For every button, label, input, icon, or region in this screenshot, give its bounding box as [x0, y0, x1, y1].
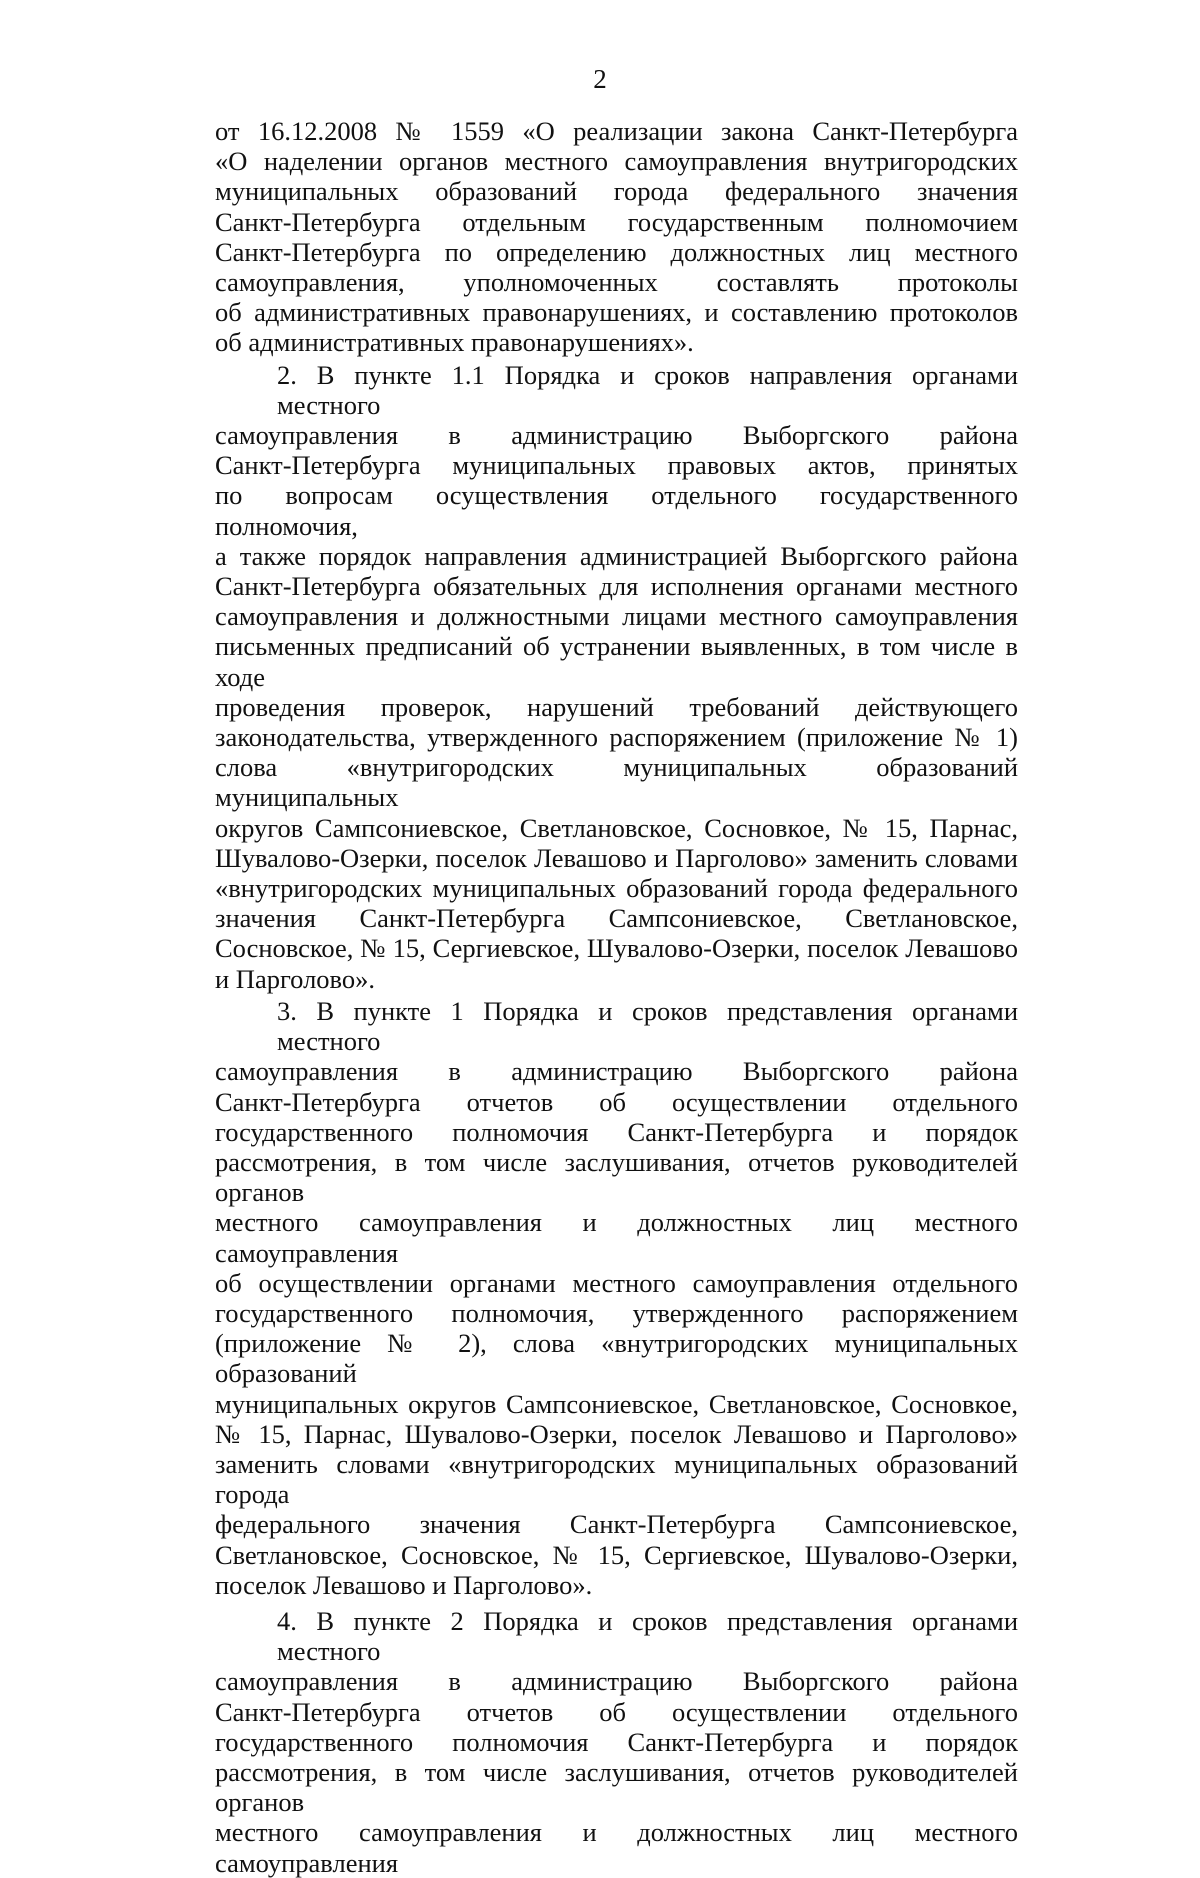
text-line: самоуправления в администрацию Выборгского района: [215, 1666, 1018, 1697]
text-line: «внутригородских муниципальных образований города федерального: [215, 873, 1018, 904]
text-line: Санкт-Петербурга отчетов об осуществлении отдельного: [215, 1086, 1018, 1117]
text-line: самоуправления в администрацию Выборгского района: [215, 420, 1018, 451]
text-line: письменных предписаний об устранении выявленных, в том числе в ходе: [215, 631, 1018, 692]
paragraph-4-first-line: 4. В пункте 2 Порядка и сроков представления органами местного: [277, 1605, 1018, 1667]
text-line: федерального значения Санкт-Петербурга Сампсониевское,: [215, 1509, 1018, 1540]
text-line: Санкт-Петербурга отчетов об осуществлении отдельного: [215, 1696, 1018, 1727]
text-line: Светлановское, Сосновское, № 15, Сергиевское, Шувалово-Озерки,: [215, 1539, 1018, 1570]
text-line: самоуправления в администрацию Выборгского района: [215, 1056, 1018, 1087]
text-line: и Парголово».: [215, 963, 375, 994]
paragraph-2-first-line: 2. В пункте 1.1 Порядка и сроков направления органами местного: [277, 359, 1018, 420]
text-line: Санкт-Петербурга по определению должностных лиц местного: [215, 236, 1018, 267]
text-line: об административных правонарушениях».: [215, 327, 694, 358]
text-line: об административных правонарушениях, и составлению протоколов: [215, 297, 1018, 328]
text-line: слова «внутригородских муниципальных образований муниципальных: [215, 752, 1018, 813]
text-line: заменить словами «внутригородских муниципальных образований города: [215, 1448, 1018, 1510]
text-line: проведения проверок, нарушений требований действующего: [215, 691, 1018, 722]
text-line: Санкт-Петербурга обязательных для исполнения органами местного: [215, 571, 1018, 602]
text-line: Санкт-Петербурга муниципальных правовых актов, принятых: [215, 450, 1018, 481]
text-line: (приложение № 2), слова «внутригородских муниципальных образований: [215, 1328, 1018, 1389]
text-line: № 15, Парнас, Шувалово-Озерки, поселок Левашово и Парголово»: [215, 1418, 1018, 1449]
text-line: муниципальных округов Сампсониевское, Светлановское, Сосновкое,: [215, 1388, 1018, 1419]
text-line: местного самоуправления и должностных лиц местного самоуправления: [215, 1817, 1018, 1878]
text-line: рассмотрения, в том числе заслушивания, отчетов руководителей органов: [215, 1146, 1018, 1208]
text-line: а также порядок направления администрацией Выборгского района: [215, 540, 1018, 571]
text-line: поселок Левашово и Парголово».: [215, 1569, 593, 1600]
text-line: от 16.12.2008 № 1559 «О реализации закона Санкт-Петербурга: [215, 116, 1018, 146]
text-line: местного самоуправления и должностных лиц местного самоуправления: [215, 1207, 1018, 1268]
page-number: 2: [593, 64, 607, 94]
text-line: об осуществлении органами местного самоуправления отдельного: [215, 1267, 1018, 1298]
text-line: «О наделении органов местного самоуправления внутригородских: [215, 146, 1018, 177]
document-body: [215, 116, 1018, 1878]
text-line: муниципальных образований города федерального значения: [215, 176, 1018, 207]
text-line: государственного полномочия Санкт-Петербурга и порядок: [215, 1726, 1018, 1757]
text-line: значения Санкт-Петербурга Сампсониевское, Светлановское,: [215, 903, 1018, 934]
text-line: государственного полномочия Санкт-Петербурга и порядок: [215, 1116, 1018, 1147]
text-line: Шувалово-Озерки, поселок Левашово и Парголово» заменить словами: [215, 842, 1018, 873]
text-line: по вопросам осуществления отдельного государственного полномочия,: [215, 480, 1018, 541]
text-line: рассмотрения, в том числе заслушивания, отчетов руководителей органов: [215, 1756, 1018, 1818]
text-line: округов Сампсониевское, Светлановское, Сосновкое, № 15, Парнас,: [215, 812, 1018, 843]
text-line: законодательства, утвержденного распоряжением (приложение № 1): [215, 722, 1018, 753]
text-line: государственного полномочия, утвержденного распоряжением: [215, 1297, 1018, 1328]
text-line: Санкт-Петербурга отдельным государственным полномочием: [215, 206, 1018, 237]
text-line: самоуправления, уполномоченных составлять протоколы: [215, 267, 1018, 298]
text-line: Сосновское, № 15, Сергиевское, Шувалово-Озерки, поселок Левашово: [215, 933, 1018, 964]
text-line: самоуправления и должностными лицами местного самоуправления: [215, 601, 1018, 632]
paragraph-3-first-line: 3. В пункте 1 Порядка и сроков представления органами местного: [277, 995, 1018, 1057]
